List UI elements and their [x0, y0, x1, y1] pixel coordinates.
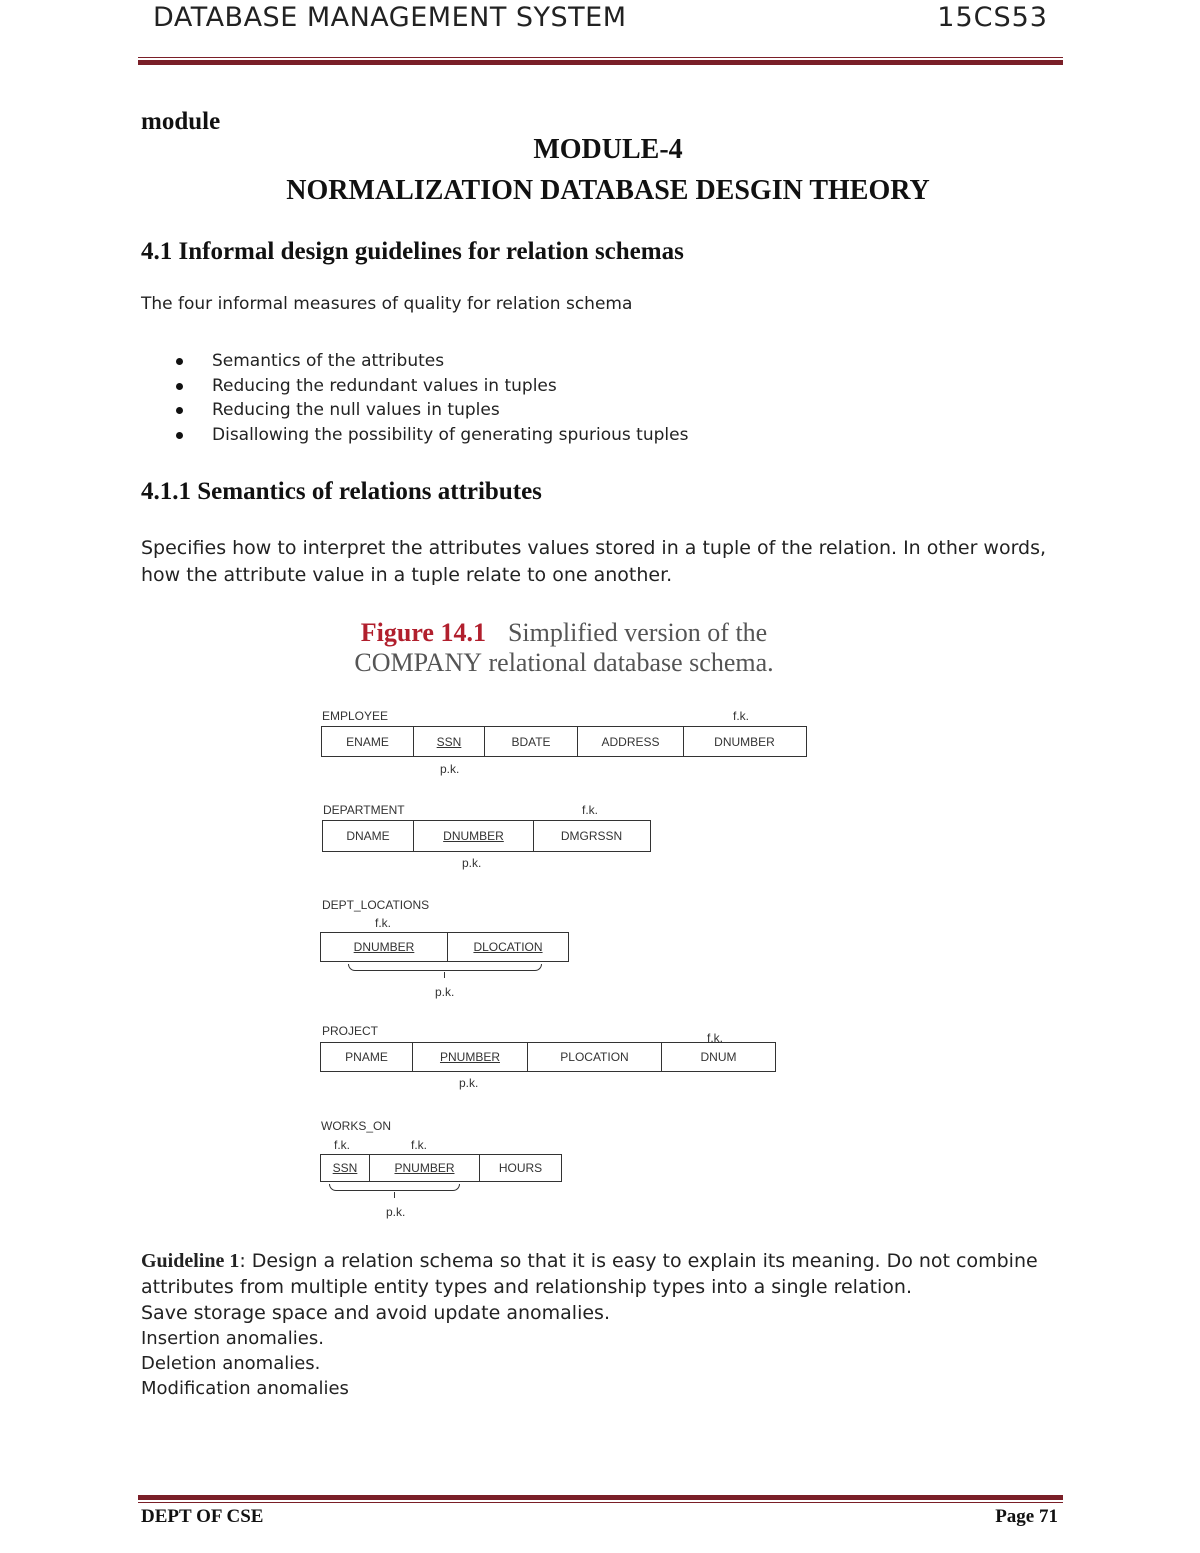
relation-name-department: DEPARTMENT: [323, 803, 405, 817]
relation-project: [320, 1042, 776, 1072]
guideline-line-1: Guideline 1: Design a relation schema so that it is easy to explain its meaning. Do not combine: [141, 1250, 1038, 1272]
list-item: Semantics of the attributes: [141, 349, 688, 374]
pk-label: p.k.: [435, 985, 455, 999]
bullet-icon: [176, 407, 183, 414]
anomaly-deletion: Deletion anomalies.: [141, 1353, 321, 1374]
figure-caption-second-line: [0, 648, 1128, 678]
header-course-code: 15CS53: [937, 2, 1048, 33]
fk-label: f.k.: [334, 1138, 351, 1152]
section-text-line-2: how the attribute value in a tuple relate to one another.: [141, 564, 673, 586]
attribute-cell: DNUM: [700, 1050, 737, 1064]
anomaly-insertion: Insertion anomalies.: [141, 1328, 324, 1349]
figure-caption-line-2: relational database schema.: [482, 648, 774, 677]
list-item: Disallowing the possibility of generating spurious tuples: [141, 423, 688, 448]
anomaly-modification: Modification anomalies: [141, 1378, 349, 1399]
header-rule: [138, 57, 1063, 58]
figure-label: Figure 14.1: [360, 618, 486, 647]
section-intro: The four informal measures of quality for relation schema: [141, 294, 633, 314]
attribute-cell: DMGRSSN: [560, 829, 623, 843]
section-heading-4-1-1: 4.1.1 Semantics of relations attributes: [141, 478, 542, 505]
attribute-cell-key: SSN: [321, 1155, 370, 1181]
relation-works-on: [320, 1154, 562, 1182]
brace-tip: [394, 1192, 395, 1198]
relation-department: [322, 820, 651, 852]
pk-label: p.k.: [440, 762, 460, 776]
pk-label: p.k.: [386, 1205, 406, 1219]
guideline-line-2: attributes from multiple entity types and relationship types into a single relation.: [141, 1276, 913, 1298]
attribute-cell-key: PNUMBER: [413, 1043, 528, 1071]
relation-name-project: PROJECT: [322, 1024, 379, 1038]
attribute-cell: ENAME: [322, 727, 414, 756]
attribute-cell-key: PNUMBER: [370, 1155, 480, 1181]
bullet-icon: [176, 432, 183, 439]
module-label: module: [141, 108, 221, 135]
quality-measures-list: [141, 349, 688, 447]
attribute-cell: HOURS: [498, 1161, 543, 1175]
attribute-cell: PLOCATION: [528, 1043, 662, 1071]
bullet-icon: [176, 358, 183, 365]
fk-label: f.k.: [707, 1031, 724, 1045]
header-title: DATABASE MANAGEMENT SYSTEM: [153, 2, 627, 33]
fk-label: f.k.: [582, 803, 599, 817]
attribute-cell: ADDRESS: [578, 727, 684, 756]
pk-label: p.k.: [462, 856, 482, 870]
list-item: Reducing the null values in tuples: [141, 398, 688, 423]
fk-label: f.k.: [411, 1138, 428, 1152]
list-item: Reducing the redundant values in tuples: [141, 374, 688, 399]
attribute-cell: BDATE: [485, 727, 578, 756]
footer-rule-thick: [138, 1495, 1063, 1500]
header-rule-thick: [138, 60, 1063, 65]
guideline-line-3: Save storage space and avoid update anomalies.: [141, 1302, 610, 1324]
figure-caption-company: COMPANY: [354, 648, 482, 677]
composite-key-brace: [329, 1184, 460, 1191]
footer-rule: [138, 1502, 1063, 1503]
fk-label: f.k.: [733, 709, 750, 723]
figure-caption-line-1: Simplified version of the: [507, 618, 768, 647]
attribute-cell: PNAME: [321, 1043, 413, 1071]
attribute-cell-key: SSN: [414, 727, 485, 756]
section-text-line-1: Specifies how to interpret the attributes values stored in a tuple of the relation. In other words,: [141, 537, 1047, 559]
footer-page-number: Page 71: [995, 1506, 1058, 1527]
figure-caption: [0, 618, 1128, 648]
composite-key-brace: [348, 964, 542, 971]
relation-name-employee: EMPLOYEE: [322, 709, 389, 723]
relation-dept-locations: [320, 932, 569, 962]
footer-dept: DEPT OF CSE: [141, 1506, 264, 1527]
attribute-cell: DNUMBER: [714, 734, 775, 749]
attribute-cell-key: DNUMBER: [414, 821, 534, 851]
fk-label: f.k.: [375, 916, 392, 930]
relation-name-dept-locations: DEPT_LOCATIONS: [322, 898, 430, 912]
guideline-label: Guideline 1: [141, 1250, 240, 1272]
attribute-cell-key: DLOCATION: [473, 940, 543, 954]
attribute-cell: DNAME: [323, 821, 414, 851]
attribute-cell-key: DNUMBER: [321, 933, 448, 961]
pk-label: p.k.: [459, 1076, 479, 1090]
relation-employee: [321, 726, 807, 757]
relation-name-works-on: WORKS_ON: [321, 1119, 392, 1133]
bullet-icon: [176, 383, 183, 390]
brace-tip: [444, 972, 445, 978]
module-title: MODULE-4: [533, 134, 683, 165]
module-subtitle: NORMALIZATION DATABASE DESGIN THEORY: [286, 175, 930, 206]
section-heading-4-1: 4.1 Informal design guidelines for relation schemas: [141, 238, 684, 265]
